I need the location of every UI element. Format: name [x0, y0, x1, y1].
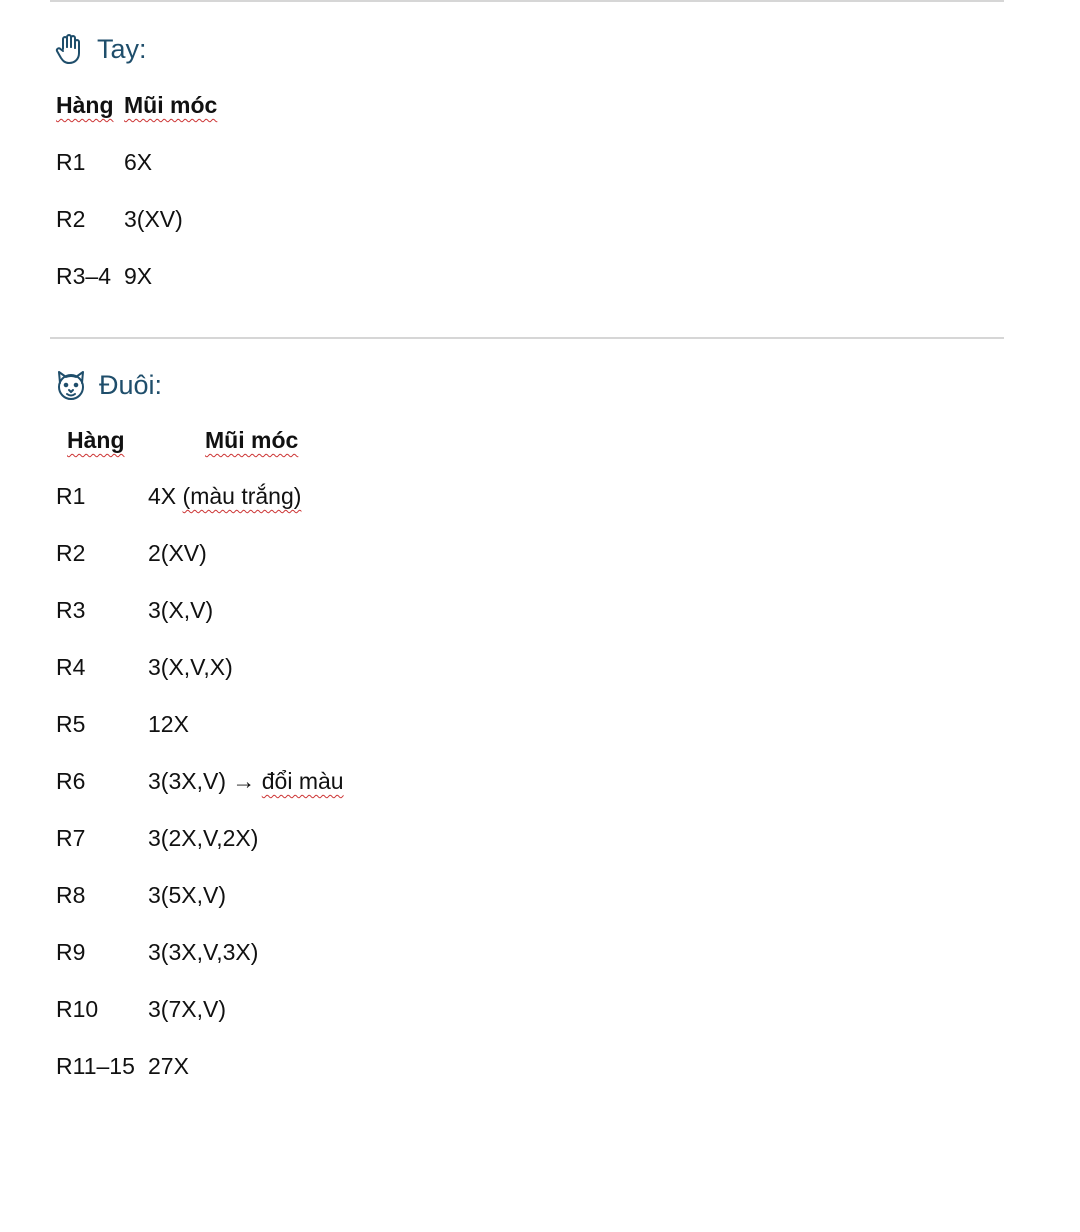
tay-col-hang: Hàng	[56, 92, 114, 118]
row-mui: 3(X,V)	[148, 597, 214, 623]
tay-col-mui: Mũi móc	[124, 92, 218, 118]
row-mui: 3(XV)	[124, 206, 183, 232]
duoi-col-hang: Hàng	[67, 427, 125, 453]
row-mui-note: đổi màu	[261, 768, 344, 794]
row-mui: 6X	[124, 149, 153, 175]
row-hang: R2	[56, 540, 86, 566]
cat-face-icon	[55, 369, 87, 401]
row-hang: R3–4	[56, 263, 111, 289]
duoi-col-mui: Mũi móc	[205, 427, 299, 453]
row-hang: R5	[56, 711, 86, 737]
row-mui	[148, 768, 344, 795]
row-hang: R4	[56, 654, 86, 680]
row-mui	[148, 483, 301, 510]
row-mui-text: 4X	[148, 483, 183, 509]
row-mui: 3(5X,V)	[148, 882, 226, 908]
row-mui: 2(XV)	[148, 540, 207, 566]
row-mui: 3(X,V,X)	[148, 654, 233, 680]
row-hang: R7	[56, 825, 86, 851]
row-hang: R8	[56, 882, 86, 908]
row-hang: R10	[56, 996, 99, 1022]
tay-table	[56, 92, 456, 292]
row-hang: R3	[56, 597, 86, 623]
duoi-heading-text: Đuôi:	[99, 369, 163, 400]
duoi-heading	[55, 369, 162, 401]
row-hang: R6	[56, 768, 86, 794]
duoi-table	[56, 427, 656, 1097]
tay-heading	[55, 33, 147, 65]
row-mui: 3(3X,V,3X)	[148, 939, 259, 965]
row-hang: R9	[56, 939, 86, 965]
row-mui-text: 3(3X,V) →	[148, 768, 262, 794]
row-hang: R11–15	[56, 1053, 135, 1079]
row-mui: 27X	[148, 1053, 189, 1079]
tay-heading-text: Tay:	[97, 33, 147, 64]
top-divider	[50, 0, 1004, 2]
row-mui: 12X	[148, 711, 189, 737]
row-hang: R1	[56, 149, 86, 175]
row-mui-note: (màu trắng)	[182, 483, 302, 509]
row-mui: 9X	[124, 263, 153, 289]
row-mui: 3(7X,V)	[148, 996, 226, 1022]
row-hang: R2	[56, 206, 86, 232]
raised-hand-icon	[55, 33, 85, 65]
row-hang: R1	[56, 483, 86, 509]
row-mui: 3(2X,V,2X)	[148, 825, 259, 851]
section-divider	[50, 337, 1004, 339]
